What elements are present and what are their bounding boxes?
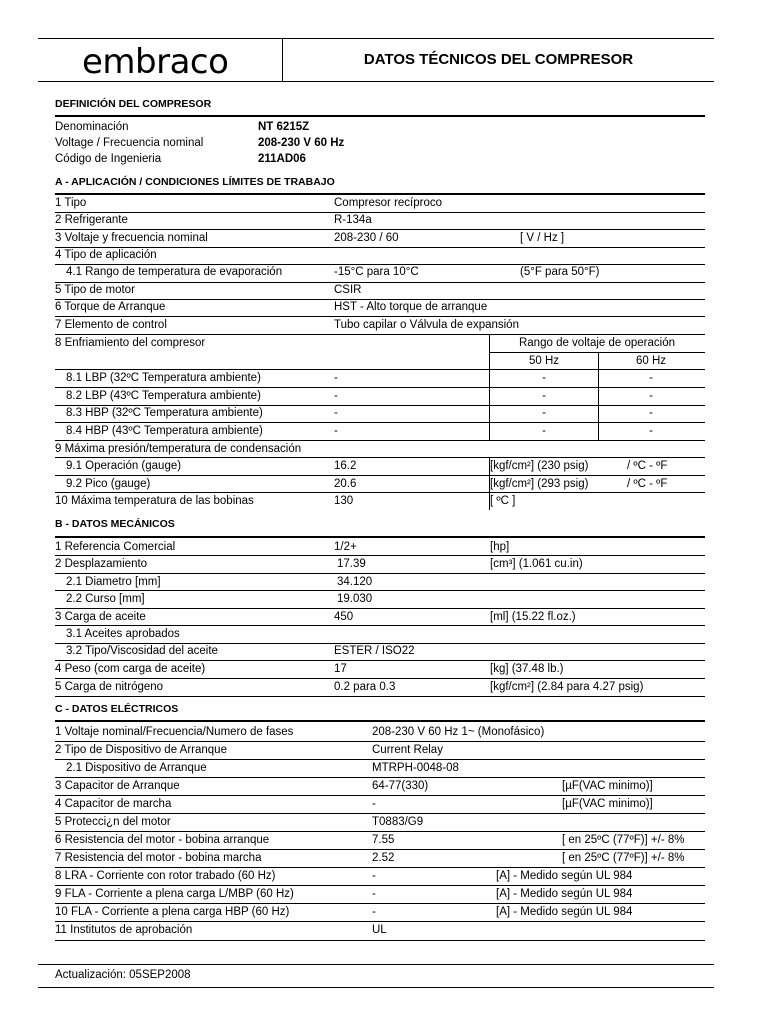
section-c-label: 6 Resistencia del motor - bobina arranque (55, 834, 270, 846)
pressure-row-value: 20.6 (334, 478, 357, 490)
section-a-label: 2 Refrigerante (55, 214, 128, 226)
cooling-row-60: - (649, 390, 653, 402)
section-c-unit: [ en 25ºC (77ºF)] +/- 8% (562, 834, 685, 846)
section-c-value: MTRPH-0048-08 (372, 762, 459, 774)
section-b-unit: [ml] (15.22 fl.oz.) (490, 611, 576, 623)
section-b-label: 2 Desplazamiento (55, 558, 148, 570)
page-title: DATOS TÉCNICOS DEL COMPRESOR (363, 51, 634, 68)
section-c-unit: [µF(VAC minimo)] (562, 798, 653, 810)
section-c-value: - (372, 870, 376, 882)
definition-value: NT 6215Z (258, 121, 310, 133)
section-c-unit: [A] - Medido según UL 984 (496, 888, 633, 900)
section-c-label: 9 FLA - Corriente a plena carga L/MBP (60 Hz) (55, 888, 294, 900)
cooling-row-50: - (542, 425, 546, 437)
section-b-value: 34.120 (337, 576, 373, 588)
section-c-label: 2.1 Dispositivo de Arranque (66, 762, 207, 774)
section-c-heading: C - DATOS ELÉCTRICOS (55, 703, 179, 715)
section-b-value: 0.2 para 0.3 (334, 681, 396, 693)
coil-temp-unit: [ ºC ] (490, 495, 516, 507)
definition-label: Código de Ingenieria (55, 153, 162, 165)
coil-temp-label: 10 Máxima temperatura de las bobinas (55, 495, 254, 507)
cooling-row-value: - (334, 425, 338, 437)
section-c-unit: [ en 25ºC (77ºF)] +/- 8% (562, 852, 685, 864)
pressure-row-label: 9.1 Operación (gauge) (66, 460, 182, 472)
section-a-value: 208-230 / 60 (334, 232, 399, 244)
section-a-heading: A - APLICACIÓN / CONDICIONES LÍMITES DE TRABAJO (55, 176, 335, 188)
section-c-unit: [A] - Medido según UL 984 (496, 870, 633, 882)
section-a-value: -15°C para 10°C (334, 266, 419, 278)
section-c-value: 2.52 (372, 852, 395, 864)
pressure-row-label: 9.2 Pico (gauge) (66, 478, 151, 490)
pressure-divider (489, 457, 490, 510)
section-a-rule (55, 193, 705, 195)
pressure-row-value: 16.2 (334, 460, 357, 472)
section-b-value: 450 (334, 611, 354, 623)
section-b-label: 5 Carga de nitrógeno (55, 681, 164, 693)
section-c-label: 2 Tipo de Dispositivo de Arranque (55, 744, 227, 756)
embraco-logo: embraco (82, 42, 229, 82)
section-b-value: ESTER / ISO22 (334, 645, 415, 657)
definition-heading: DEFINICIÓN DEL COMPRESOR (55, 98, 212, 110)
section-c-label: 4 Capacitor de marcha (55, 798, 172, 810)
section-c-label: 8 LRA - Corriente con rotor trabado (60 Hz) (55, 870, 276, 882)
section-c-unit: [µF(VAC minimo)] (562, 780, 653, 792)
pressure-row-unit: [kgf/cm²] (293 psig) (490, 478, 589, 490)
section-c-value: Current Relay (372, 744, 443, 756)
cooling-divider (598, 352, 599, 440)
section-a-value: HST - Alto torque de arranque (334, 301, 488, 313)
cooling-divider (489, 334, 490, 440)
cooling-row-label: 8.3 HBP (32ºC Temperatura ambiente) (66, 407, 263, 419)
pressure-label: 9 Máxima presión/temperatura de condensación (55, 443, 302, 455)
section-b-label: 3.1 Aceites aprobados (66, 628, 180, 640)
definition-value: 211AD06 (258, 153, 306, 165)
section-c-value: 64-77(330) (372, 780, 429, 792)
cooling-row-50: - (542, 372, 546, 384)
cooling-row-50: - (542, 390, 546, 402)
cooling-row-60: - (649, 372, 653, 384)
section-c-value: 208-230 V 60 Hz 1~ (Monofásico) (372, 726, 545, 738)
section-b-rule (55, 536, 705, 538)
pressure-row-unit: [kgf/cm²] (230 psig) (490, 460, 589, 472)
definition-label: Voltage / Frecuencia nominal (55, 137, 204, 149)
section-c-value: T0883/G9 (372, 816, 424, 828)
cooling-row-value: - (334, 390, 338, 402)
section-a-value: CSIR (334, 284, 362, 296)
col-50hz: 50 Hz (528, 355, 560, 367)
section-a-label: 4 Tipo de aplicación (55, 249, 157, 261)
section-b-label: 4 Peso (com carga de aceite) (55, 663, 206, 675)
section-a-label: 3 Voltaje y frecuencia nominal (55, 232, 208, 244)
cooling-row-value: - (334, 372, 338, 384)
cooling-row-60: - (649, 407, 653, 419)
section-c-label: 10 FLA - Corriente a plena carga HBP (60 Hz) (55, 906, 290, 918)
coil-temp-value: 130 (334, 495, 354, 507)
section-b-unit: [kgf/cm²] (2.84 para 4.27 psig) (490, 681, 644, 693)
footer (38, 964, 714, 988)
section-a-label: 5 Tipo de motor (55, 284, 135, 296)
definition-value: 208-230 V 60 Hz (258, 137, 345, 149)
section-c-label: 1 Voltaje nominal/Frecuencia/Numero de fases (55, 726, 294, 738)
section-b-label: 2.2 Curso [mm] (66, 593, 145, 605)
section-b-label: 2.1 Diametro [mm] (66, 576, 161, 588)
section-b-unit: [kg] (37.48 lb.) (490, 663, 564, 675)
cooling-row-label: 8.2 LBP (43ºC Temperatura ambiente) (66, 390, 261, 402)
section-a-value: Tubo capilar o Válvula de expansión (334, 319, 519, 331)
section-a-label: 6 Torque de Arranque (55, 301, 166, 313)
section-b-label: 3 Carga de aceite (55, 611, 146, 623)
cooling-label: 8 Enfriamiento del compresor (55, 337, 206, 349)
cooling-row-label: 8.1 LBP (32ºC Temperatura ambiente) (66, 372, 261, 384)
section-b-heading: B - DATOS MECÁNICOS (55, 518, 175, 530)
section-c-unit: [A] - Medido según UL 984 (496, 906, 633, 918)
section-a-value: Compresor recíproco (334, 197, 443, 209)
section-c-label: 5 Protecci¿n del motor (55, 816, 171, 828)
section-c-value: - (372, 798, 376, 810)
section-c-value: 7.55 (372, 834, 395, 846)
section-b-value: 17 (334, 663, 347, 675)
pressure-row-temp: / ºC - ºF (627, 460, 668, 472)
section-a-unit: (5°F para 50°F) (520, 266, 600, 278)
section-b-value: 1/2+ (334, 541, 357, 553)
definition-rule (55, 115, 705, 117)
section-c-label: 11 Institutos de aprobación (55, 924, 193, 936)
section-b-unit: [cm³] (1.061 cu.in) (490, 558, 583, 570)
section-a-value: R-134a (334, 214, 372, 226)
section-c-value: UL (372, 924, 387, 936)
section-c-value: - (372, 906, 376, 918)
cooling-row-label: 8.4 HBP (43ºC Temperatura ambiente) (66, 425, 263, 437)
section-b-value: 17.39 (337, 558, 366, 570)
definition-label: Denominación (55, 121, 129, 133)
section-b-value: 19.030 (337, 593, 373, 605)
section-a-label: 7 Elemento de control (55, 319, 167, 331)
section-b-unit: [hp] (490, 541, 510, 553)
section-a-label: 1 Tipo (55, 197, 87, 209)
cooling-row-60: - (649, 425, 653, 437)
voltage-range-header: Rango de voltaje de operación (518, 337, 675, 349)
cooling-row-value: - (334, 407, 338, 419)
section-b-label: 1 Referencia Comercial (55, 541, 176, 553)
section-b-label: 3.2 Tipo/Viscosidad del aceite (66, 645, 218, 657)
section-a-label: 4.1 Rango de temperatura de evaporación (66, 266, 283, 278)
update-date: Actualización: 05SEP2008 (55, 969, 191, 981)
section-c-value: - (372, 888, 376, 900)
cooling-row-50: - (542, 407, 546, 419)
col-60hz: 60 Hz (635, 355, 667, 367)
pressure-row-temp: / ºC - ºF (627, 478, 668, 490)
section-c-label: 7 Resistencia del motor - bobina marcha (55, 852, 262, 864)
section-a-unit: [ V / Hz ] (520, 232, 565, 244)
section-c-label: 3 Capacitor de Arranque (55, 780, 180, 792)
section-c-rule (55, 720, 705, 722)
document-header (38, 38, 714, 82)
